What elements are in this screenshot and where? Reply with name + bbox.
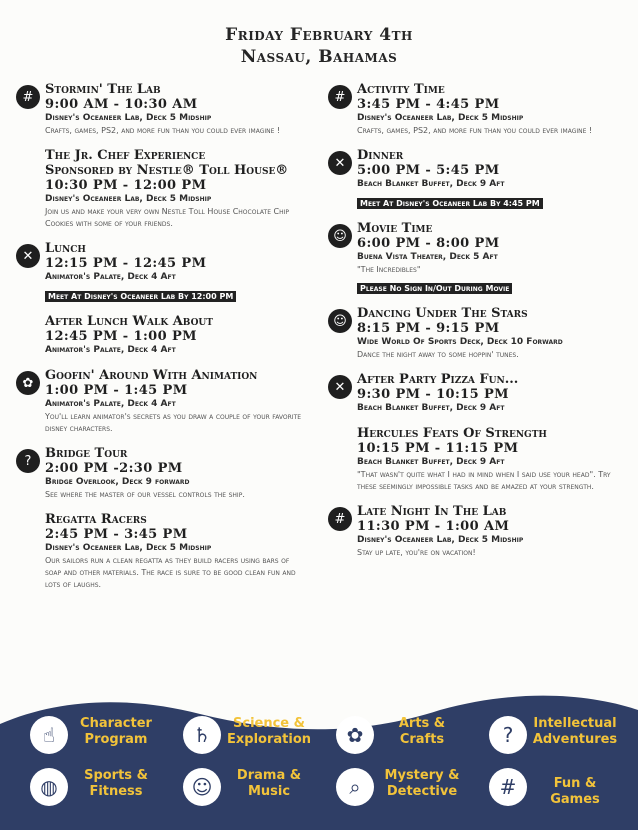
tic-tac-toe-icon: # (16, 85, 40, 109)
event-dinner (328, 148, 618, 210)
event-time: 9:00 AM - 10:30 AM (45, 97, 198, 112)
event-location: Buena Vista Theater, Deck 5 Aft (357, 252, 498, 262)
legend-label-line2: Fitness (89, 784, 143, 799)
event-title: Activity Time (357, 82, 445, 97)
drama-masks-icon: ☺ (183, 768, 221, 806)
event-time: 9:30 PM - 10:15 PM (357, 387, 509, 402)
event-title: Regatta Racers (45, 512, 147, 527)
tic-tac-toe-icon: # (489, 768, 527, 806)
event-stormin-the-lab (16, 82, 306, 137)
legend-item-drama-masks (171, 764, 321, 812)
legend-label (529, 716, 621, 748)
event-note: Please No Sign In/Out During Movie (357, 283, 512, 294)
event-after-party-pizza-fun (328, 372, 618, 415)
activity-legend (18, 712, 630, 822)
event-note: Meet At Disney's Oceaneer Lab By 12:00 PM (45, 291, 236, 302)
event-title: The Jr. Chef Experience (45, 148, 206, 163)
legend-label-line2: Exploration (227, 732, 311, 747)
event-after-lunch-walk-about (16, 314, 306, 357)
event-time: 6:00 PM - 8:00 PM (357, 236, 500, 251)
event-location: Disney's Oceaneer Lab, Deck 5 Midship (45, 543, 212, 553)
event-location: Disney's Oceaneer Lab, Deck 5 Midship (45, 194, 212, 204)
event-lunch (16, 241, 306, 303)
event-title: Lunch (45, 241, 86, 256)
event-description: Crafts, games, PS2, and more fun than you could ever imagine ! (357, 126, 593, 135)
legend-label-line1: Intellectual (533, 716, 617, 731)
event-late-night-in-the-lab (328, 504, 618, 559)
event-title: After Party Pizza Fun... (357, 372, 519, 387)
legend-label-line1: Science & (233, 716, 305, 731)
event-title: Hercules Feats Of Strength (357, 426, 547, 441)
event-the-jr-chef-experience (16, 148, 306, 230)
event-description: See where the master of our vessel controls the ship. (45, 490, 245, 499)
drama-masks-icon: ☺ (328, 309, 352, 333)
event-description: You'll learn animator's secrets as you draw a couple of your favorite disney characters. (45, 412, 302, 433)
event-title: Bridge Tour (45, 446, 128, 461)
legend-item-football (18, 764, 168, 812)
event-time: 2:00 PM -2:30 PM (45, 461, 183, 476)
event-time: 10:30 PM - 12:00 PM (45, 178, 207, 193)
legend-label (70, 716, 162, 748)
legend-label-line1: Drama & (236, 768, 302, 783)
palette-icon: ✿ (16, 371, 40, 395)
legend-label-line2: Crafts (399, 732, 445, 747)
fork-knife-icon: ✕ (16, 244, 40, 268)
event-location: Wide World Of Sports Deck, Deck 10 Forward (357, 337, 563, 347)
event-time: 1:00 PM - 1:45 PM (45, 383, 188, 398)
event-title: Stormin' The Lab (45, 82, 161, 97)
schedule-column-right (328, 82, 618, 570)
event-note: Meet At Disney's Oceaneer Lab By 4:45 PM (357, 198, 543, 209)
event-title: Movie Time (357, 221, 433, 236)
legend-item-planet (171, 712, 321, 760)
legend-item-tic-tac-toe (477, 764, 627, 812)
event-description: Our sailors run a clean regatta as they build racers using bars of soap and other materials. The race is sure to be good clean fun and lots of laughs. (45, 556, 296, 589)
tic-tac-toe-icon: # (328, 507, 352, 531)
event-movie-time (328, 221, 618, 295)
event-description: Crafts, games, PS2, and more fun than you could ever imagine ! (45, 126, 281, 135)
event-title: Late Night In The Lab (357, 504, 507, 519)
event-description: Stay up late, you're on vacation! (357, 548, 476, 557)
legend-label-line1: Fun & Games (550, 776, 600, 807)
event-bridge-tour (16, 446, 306, 501)
event-hercules-feats-of-strength (328, 426, 618, 493)
event-regatta-racers (16, 512, 306, 591)
event-location: Animator's Palate, Deck 4 Aft (45, 399, 176, 409)
event-time: 5:00 PM - 5:45 PM (357, 163, 500, 178)
question-mark-icon: ? (489, 716, 527, 754)
event-location: Animator's Palate, Deck 4 Aft (45, 272, 176, 282)
event-goofin-around-with-animation (16, 368, 306, 435)
event-title: Goofin' Around With Animation (45, 368, 258, 383)
legend-item-question-mark (477, 712, 627, 760)
planet-icon: ♄ (183, 716, 221, 754)
event-sponsor: Sponsored by Nestle® Toll House® (45, 163, 289, 178)
event-time: 12:45 PM - 1:00 PM (45, 329, 197, 344)
event-description: "That wasn't quite what I had in mind when I said use your head". Try these seemingly impossible tasks and be amazed at your strength. (357, 470, 611, 491)
legend-label-line1: Mystery & (384, 768, 460, 783)
event-location: Beach Blanket Buffet, Deck 9 Aft (357, 179, 505, 189)
legend-item-palette (324, 712, 474, 760)
legend-label-line2: Adventures (532, 732, 618, 747)
legend-label (223, 716, 315, 748)
fork-knife-icon: ✕ (328, 151, 352, 175)
character-glove-icon: ☝ (30, 716, 68, 754)
football-icon: ◍ (30, 768, 68, 806)
legend-label (376, 768, 468, 800)
legend-label-line1: Character (80, 716, 152, 731)
legend-label-line1: Arts & (398, 716, 446, 731)
legend-label (70, 768, 162, 800)
event-location: Bridge Overlook, Deck 9 forward (45, 477, 190, 487)
legend-label-line2: Program (84, 732, 148, 747)
legend-label (223, 768, 315, 800)
page-title-date: Friday February 4th (225, 25, 413, 45)
legend-item-character-glove (18, 712, 168, 760)
event-time: 3:45 PM - 4:45 PM (357, 97, 500, 112)
event-location: Disney's Oceaneer Lab, Deck 5 Midship (45, 113, 212, 123)
legend-item-magnifying-glass (324, 764, 474, 812)
event-title: Dinner (357, 148, 404, 163)
event-description: Dance the night away to some hoppin' tunes. (357, 350, 519, 359)
legend-label (376, 716, 468, 748)
page-header (0, 24, 638, 68)
event-description: Join us and make your very own Nestle Toll House Chocolate Chip Cookies with some of your friends. (45, 207, 290, 228)
legend-label-line1: Sports & (84, 768, 148, 783)
event-location: Beach Blanket Buffet, Deck 9 Aft (357, 403, 505, 413)
event-time: 2:45 PM - 3:45 PM (45, 527, 188, 542)
palette-icon: ✿ (336, 716, 374, 754)
event-title: After Lunch Walk About (45, 314, 213, 329)
event-activity-time (328, 82, 618, 137)
event-time: 12:15 PM - 12:45 PM (45, 256, 207, 271)
legend-label-line2: Music (247, 784, 291, 799)
event-time: 11:30 PM - 1:00 AM (357, 519, 510, 534)
event-dancing-under-the-stars (328, 306, 618, 361)
event-location: Disney's Oceaneer Lab, Deck 5 Midship (357, 535, 524, 545)
event-description: "The Incredibles" (357, 265, 421, 274)
legend-label-line2: Detective (386, 784, 458, 799)
legend-label (529, 776, 621, 808)
drama-masks-icon: ☺ (328, 224, 352, 248)
schedule-column-left (16, 82, 306, 602)
fork-knife-icon: ✕ (328, 375, 352, 399)
event-location: Disney's Oceaneer Lab, Deck 5 Midship (357, 113, 524, 123)
page-title-port: Nassau, Bahamas (240, 47, 398, 67)
event-time: 10:15 PM - 11:15 PM (357, 441, 519, 456)
magnifying-glass-icon: ⌕ (336, 768, 374, 806)
event-location: Animator's Palate, Deck 4 Aft (45, 345, 176, 355)
event-location: Beach Blanket Buffet, Deck 9 Aft (357, 457, 505, 467)
question-mark-icon: ? (16, 449, 40, 473)
event-time: 8:15 PM - 9:15 PM (357, 321, 500, 336)
event-title: Dancing Under The Stars (357, 306, 528, 321)
tic-tac-toe-icon: # (328, 85, 352, 109)
